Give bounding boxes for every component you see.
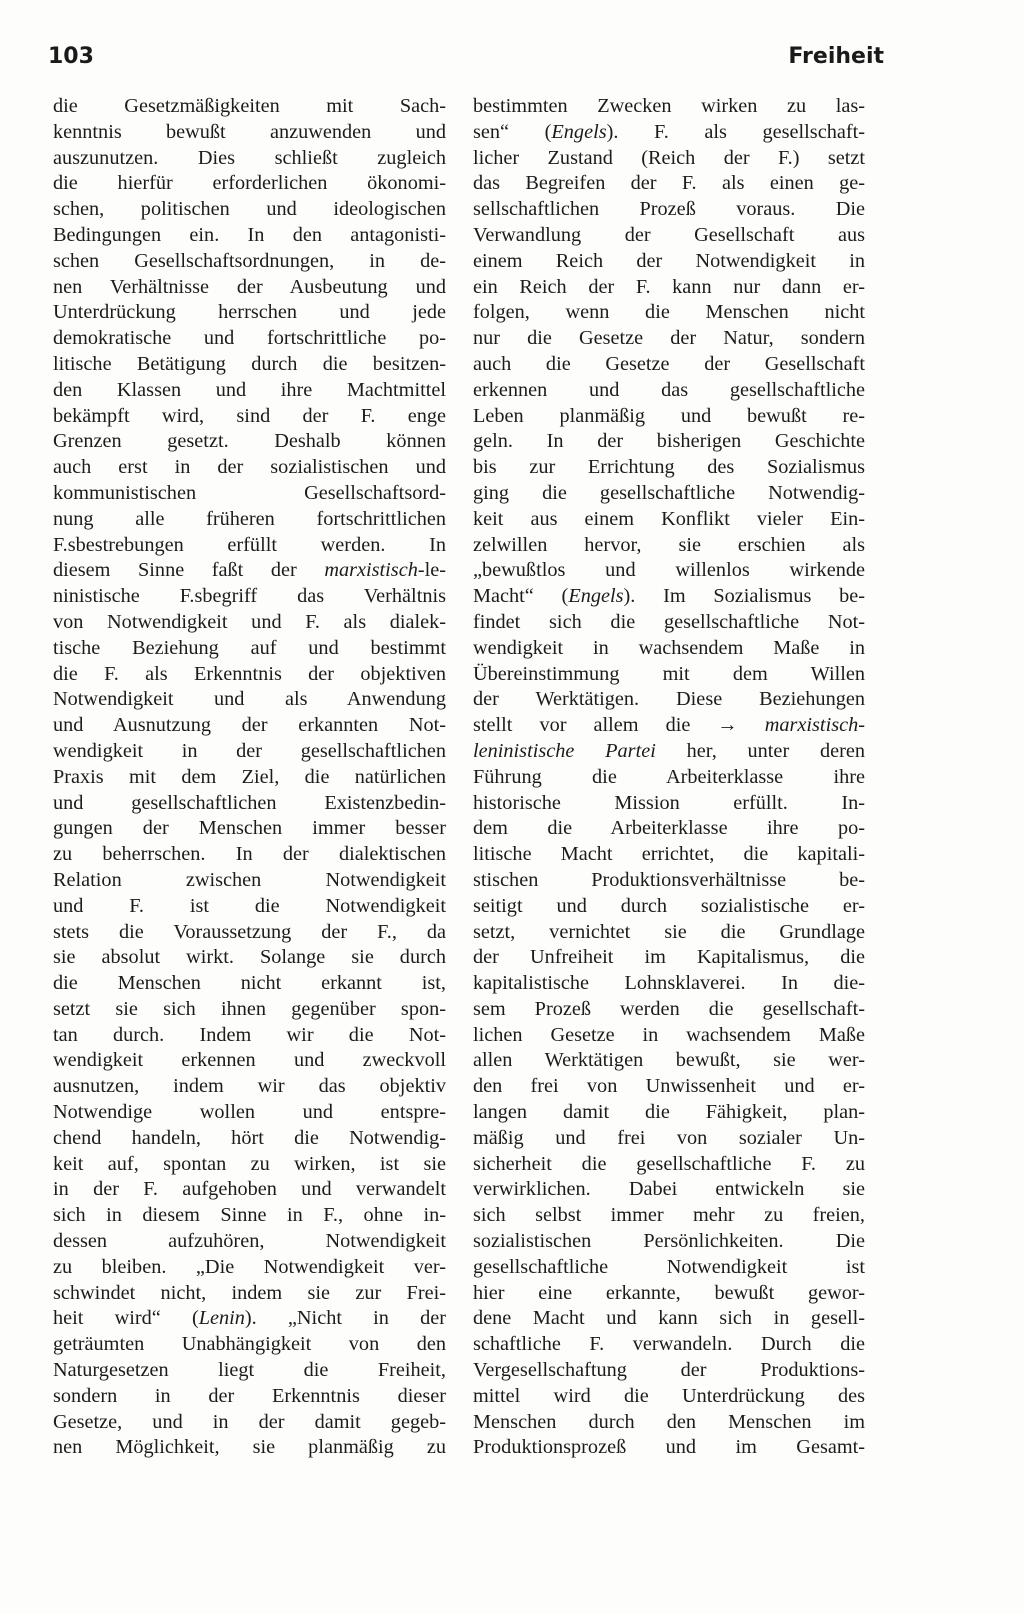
left-column-line: dessen aufzuhören, Notwendigkeit [53, 1230, 446, 1253]
left-column-line: keit auf, spontan zu wirken, ist sie [53, 1152, 446, 1175]
right-column-line: Verwandlung der Gesellschaft aus [473, 223, 865, 246]
left-column-line: schen, politischen und ideologischen [53, 198, 446, 221]
left-column-line: auszunutzen. Dies schließt zugleich [53, 146, 446, 169]
right-column-line: sich selbst immer mehr zu freien, [473, 1204, 865, 1227]
right-column-line: folgen, wenn die Menschen nicht [473, 301, 865, 324]
left-column-line: sich in diesem Sinne in F., ohne in- [53, 1204, 446, 1227]
left-column-line: Relation zwischen Notwendigkeit [53, 868, 446, 891]
left-column-line: Grenzen gesetzt. Deshalb können [53, 430, 446, 453]
right-column-line: setzt, vernichtet sie die Grundlage [473, 920, 865, 943]
right-column-line: stellt vor allem die → marxistisch- [473, 714, 865, 737]
right-column-line: sozialistischen Persönlichkeiten. Die [473, 1230, 865, 1253]
left-column-line: auch erst in der sozialistischen und [53, 456, 446, 479]
left-column-line: tische Beziehung auf und bestimmt [53, 636, 446, 659]
right-column-line: ein Reich der F. kann nur dann er- [473, 275, 865, 298]
right-column-line: mäßig und frei von sozialer Un- [473, 1126, 865, 1149]
left-column-line: schen Gesellschaftsordnungen, in de- [53, 249, 446, 272]
left-column-line: Notwendigkeit und als Anwendung [53, 688, 446, 711]
left-column-line: nen Möglichkeit, sie planmäßig zu [53, 1436, 446, 1459]
right-column-line: Führung die Arbeiterklasse ihre [473, 765, 865, 788]
right-column-line: bestimmten Zwecken wirken zu las- [473, 95, 865, 117]
right-column-line: einem Reich der Notwendigkeit in [473, 249, 865, 272]
left-column-line: geträumten Unabhängigkeit von den [53, 1333, 446, 1356]
left-column-line: demokratische und fortschrittliche po- [53, 327, 446, 350]
right-column-line: historische Mission erfüllt. In- [473, 791, 865, 814]
left-column-line: zu beherrschen. In der dialektischen [53, 843, 446, 866]
right-column-line: dem die Arbeiterklasse ihre po- [473, 817, 865, 840]
left-column-line: wendigkeit in der gesellschaftlichen [53, 739, 446, 762]
right-column-line: „bewußtlos und willenlos wirkende [473, 559, 865, 582]
right-column-line: leninistische Partei her, unter deren [473, 739, 865, 762]
right-column-line: zelwillen hervor, sie erschien als [473, 533, 865, 556]
left-column-line: und Ausnutzung der erkannten Not- [53, 714, 446, 737]
right-text-column [473, 94, 865, 1461]
right-column-line: Vergesellschaftung der Produktions- [473, 1359, 865, 1382]
right-column-line: wendigkeit in wachsendem Maße in [473, 636, 865, 659]
right-column-line: litische Macht errichtet, die kapitali- [473, 843, 865, 866]
left-column-line: wendigkeit erkennen und zweckvoll [53, 1049, 446, 1072]
right-column-line: Menschen durch den Menschen im [473, 1410, 865, 1433]
left-column-line: sondern in der Erkenntnis dieser [53, 1384, 446, 1407]
left-column-line: F.sbestrebungen erfüllt werden. In [53, 533, 446, 556]
left-column-line: und F. ist die Notwendigkeit [53, 894, 446, 917]
left-column-line: litische Betätigung durch die besitzen- [53, 352, 446, 375]
right-column-line: ging die gesellschaftliche Notwendig- [473, 481, 865, 504]
left-column-line: ninistische F.sbegriff das Verhältnis [53, 585, 446, 608]
left-column-line: diesem Sinne faßt der marxistisch-le- [53, 559, 446, 582]
right-column-line: schaftliche F. verwandeln. Durch die [473, 1333, 865, 1356]
right-column-line: sen“ (Engels). F. als gesellschaft- [473, 120, 865, 143]
right-column-line: den frei von Unwissenheit und er- [473, 1075, 865, 1098]
right-column-line: der Werktätigen. Diese Beziehungen [473, 688, 865, 711]
left-column-line: von Notwendigkeit und F. als dialek- [53, 610, 446, 633]
right-column-line: langen damit die Fähigkeit, plan- [473, 1101, 865, 1124]
right-column-line: gesellschaftliche Notwendigkeit ist [473, 1255, 865, 1278]
right-column-line: der Unfreiheit im Kapitalismus, die [473, 946, 865, 969]
left-column-line: und gesellschaftlichen Existenzbedin- [53, 791, 446, 814]
right-column-line: mittel wird die Unterdrückung des [473, 1384, 865, 1407]
right-column-line: verwirklichen. Dabei entwickeln sie [473, 1178, 865, 1201]
left-column-line: die Gesetzmäßigkeiten mit Sach- [53, 95, 446, 117]
running-head: Freiheit [788, 44, 884, 69]
left-column-line: Naturgesetzen liegt die Freiheit, [53, 1359, 446, 1382]
left-column-line: chend handeln, hört die Notwendig- [53, 1126, 446, 1149]
right-column-line: allen Werktätigen bewußt, sie wer- [473, 1049, 865, 1072]
right-column-line: stischen Produktionsverhältnisse be- [473, 868, 865, 891]
right-column-line: sem Prozeß werden die gesellschaft- [473, 997, 865, 1020]
right-column-line: bis zur Errichtung des Sozialismus [473, 456, 865, 479]
left-column-line: ausnutzen, indem wir das objektiv [53, 1075, 446, 1098]
left-column-line: zu bleiben. „Die Notwendigkeit ver- [53, 1255, 446, 1278]
right-column-line: findet sich die gesellschaftliche Not- [473, 610, 865, 633]
right-column-line: sellschaftlichen Prozeß voraus. Die [473, 198, 865, 221]
page-number: 103 [48, 44, 94, 69]
left-column-line: Gesetze, und in der damit gegeb- [53, 1410, 446, 1433]
right-column-line: geln. In der bisherigen Geschichte [473, 430, 865, 453]
left-column-line: Unterdrückung herrschen und jede [53, 301, 446, 324]
right-column-line: Produktionsprozeß und im Gesamt- [473, 1436, 865, 1459]
right-column-line: Macht“ (Engels). Im Sozialismus be- [473, 585, 865, 608]
right-column-line: licher Zustand (Reich der F.) setzt [473, 146, 865, 169]
left-column-line: nung alle früheren fortschrittlichen [53, 507, 446, 530]
left-text-column [53, 94, 446, 1461]
left-column-line: tan durch. Indem wir die Not- [53, 1023, 446, 1046]
left-column-line: den Klassen und ihre Machtmittel [53, 378, 446, 401]
right-column-line: erkennen und das gesellschaftliche [473, 378, 865, 401]
left-column-line: die F. als Erkenntnis der objektiven [53, 662, 446, 685]
left-column-line: nen Verhältnisse der Ausbeutung und [53, 275, 446, 298]
right-column-line: dene Macht und kann sich in gesell- [473, 1307, 865, 1330]
left-column-line: Bedingungen ein. In den antagonisti- [53, 223, 446, 246]
left-column-line: sie absolut wirkt. Solange sie durch [53, 946, 446, 969]
right-column-line: hier eine erkannte, bewußt gewor- [473, 1281, 865, 1304]
right-column-line: das Begreifen der F. als einen ge- [473, 172, 865, 195]
right-column-line: Leben planmäßig und bewußt re- [473, 404, 865, 427]
page-header [48, 44, 884, 80]
left-column-line: heit wird“ (Lenin). „Nicht in der [53, 1307, 446, 1330]
right-column-line: Übereinstimmung mit dem Willen [473, 662, 865, 685]
right-column-line: lichen Gesetze in wachsendem Maße [473, 1023, 865, 1046]
left-column-line: in der F. aufgehoben und verwandelt [53, 1178, 446, 1201]
left-column-line: bekämpft wird, sind der F. enge [53, 404, 446, 427]
left-column-line: stets die Voraussetzung der F., da [53, 920, 446, 943]
right-column-line: auch die Gesetze der Gesellschaft [473, 352, 865, 375]
right-column-line: sicherheit die gesellschaftliche F. zu [473, 1152, 865, 1175]
left-column-line: gungen der Menschen immer besser [53, 817, 446, 840]
left-column-line: kommunistischen Gesellschaftsord- [53, 481, 446, 504]
left-column-line: schwindet nicht, indem sie zur Frei- [53, 1281, 446, 1304]
left-column-line: Notwendige wollen und entspre- [53, 1101, 446, 1124]
right-column-line: keit aus einem Konflikt vieler Ein- [473, 507, 865, 530]
right-column-line: nur die Gesetze der Natur, sondern [473, 327, 865, 350]
left-column-line: die hierfür erforderlichen ökonomi- [53, 172, 446, 195]
left-column-line: kenntnis bewußt anzuwenden und [53, 120, 446, 143]
left-column-line: setzt sie sich ihnen gegenüber spon- [53, 997, 446, 1020]
right-column-line: seitigt und durch sozialistische er- [473, 894, 865, 917]
right-column-line: kapitalistische Lohnsklaverei. In die- [473, 972, 865, 995]
left-column-line: die Menschen nicht erkannt ist, [53, 972, 446, 995]
left-column-line: Praxis mit dem Ziel, die natürlichen [53, 765, 446, 788]
